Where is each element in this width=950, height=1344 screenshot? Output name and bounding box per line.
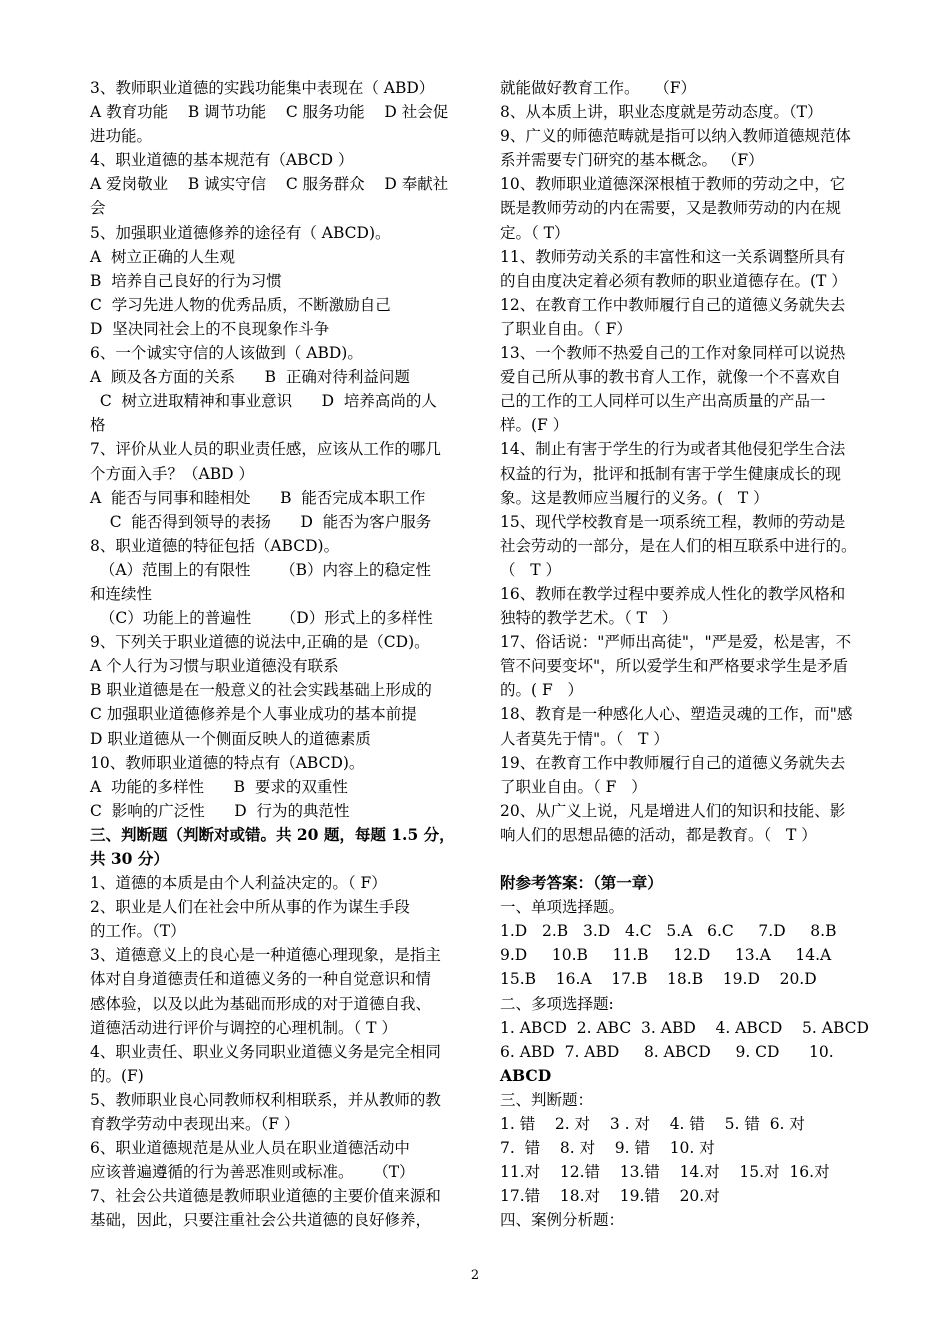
text-line: 1、道德的本质是由个人利益决定的。（ F）	[90, 874, 387, 893]
text-line: 了职业自由。（ F ）	[500, 777, 647, 796]
text-line: 19、在教育工作中教师履行自己的道德义务就失去	[500, 753, 846, 772]
text-line: 12、在教育工作中教师履行自己的道德义务就失去	[500, 295, 846, 314]
text-line: 15、现代学校教育是一项系统工程，教师的劳动是	[500, 512, 846, 531]
text-line: 3、教师职业道德的实践功能集中表现在（ ABD）	[90, 79, 435, 97]
text-line: 17、俗话说："严师出高徒"，"严是爱，松是害，不	[500, 633, 852, 652]
text-line: C 学习先进人物的优秀品质，不断激励自己	[90, 295, 391, 314]
text-line: 附参考答案：（第一章）	[500, 873, 663, 893]
text-line: ABCD	[500, 1065, 552, 1085]
text-line: 独特的教学艺术。（ T ）	[500, 609, 678, 628]
text-line: 管不问要变坏"，所以爱学生和严格要求学生是矛盾	[500, 657, 849, 676]
text-line: 基础，因此，只要注重社会公共道德的良好修养，	[90, 1211, 432, 1230]
text-line: 的工作。（T）	[90, 922, 186, 941]
text-line: D 职业道德从一个侧面反映人的道德素质	[90, 729, 371, 748]
text-line: 7. 错 8. 对 9. 错 10. 对	[500, 1139, 715, 1158]
text-line: 6. ABD 7. ABD 8. ABCD 9. CD 10.	[500, 1042, 834, 1061]
text-line: 9、广义的师德范畴就是指可以纳入教师道德规范体	[500, 127, 851, 146]
text-line: 1. 错 2. 对 3 . 对 4. 错 5. 错 6. 对	[500, 1115, 805, 1134]
text-line: 一、单项选择题。	[500, 898, 625, 917]
text-line: 系并需要专门研究的基本概念。 （F）	[500, 151, 764, 170]
text-line: 10、教师职业道德的特点有（ABCD)。	[90, 753, 365, 772]
text-line: 的。( F ）	[500, 681, 584, 700]
text-line: （C）功能上的普遍性 （D）形式上的多样性	[90, 609, 433, 628]
left-column	[90, 76, 470, 1233]
text-line: 会	[90, 199, 106, 218]
text-line: 既是教师劳动的内在需要，又是教师劳动的内在规	[500, 199, 842, 218]
text-line: 17.错 18.对 19.错 20.对	[500, 1187, 720, 1206]
text-line: 象。这是教师应当履行的义务。( T ）	[500, 488, 769, 507]
text-line: 二、多项选择题:	[500, 994, 614, 1013]
text-line: 9.D 10.B 11.B 12.D 13.A 14.A	[500, 946, 832, 965]
text-line: 了职业自由。（ F）	[500, 319, 632, 338]
text-line: 9、下列关于职业道德的说法中,正确的是（CD)。	[90, 633, 430, 652]
text-line: 样。(F ）	[500, 416, 569, 435]
text-line: 13、一个教师不热爱自己的工作对象同样可以说热	[500, 344, 846, 363]
right-column	[500, 76, 885, 1233]
text-line: 14、制止有害于学生的行为或者其他侵犯学生合法	[500, 440, 846, 459]
text-line: 7、社会公共道德是教师职业道德的主要价值来源和	[90, 1187, 441, 1206]
text-line: 应该普遍遵循的行为善恶准则或标准。 （T）	[90, 1163, 415, 1182]
text-line: 8、职业道德的特征包括（ABCD)。	[90, 536, 340, 555]
text-line: 11、教师劳动关系的丰富性和这一关系调整所具有	[500, 247, 846, 266]
text-line: C 树立进取精神和事业意识 D 培养高尚的人	[90, 392, 437, 411]
text-line: 三、判断题：	[500, 1090, 594, 1109]
text-line: 6、一个诚实守信的人该做到（ ABD)。	[90, 344, 363, 363]
text-line: 的自由度决定着必须有教师的职业道德存在。(T ）	[500, 271, 847, 290]
text-line: 育教学劳动中表现出来。（F ）	[90, 1115, 300, 1134]
text-line: D 坚决同社会上的不良现象作斗争	[90, 319, 330, 338]
text-line: 权益的行为，批评和抵制有害于学生健康成长的现	[500, 464, 842, 483]
text-line: 7、评价从业人员的职业责任感，应该从工作的哪几	[90, 440, 441, 459]
text-line: 18、教育是一种感化人心、塑造灵魂的工作，而"感	[500, 705, 853, 724]
text-line: B 职业道德是在一般意义的社会实践基础上形成的	[90, 681, 432, 700]
text-line: 2、职业是人们在社会中所从事的作为谋生手段	[90, 898, 410, 917]
text-line: 就能做好教育工作。 （F）	[500, 79, 697, 97]
text-line: C 影响的广泛性 D 行为的典范性	[90, 801, 350, 820]
text-line: 11.对 12.错 13.错 14.对 15.对 16.对	[500, 1163, 830, 1182]
text-line: 3、道德意义上的良心是一种道德心理现象，是指主	[90, 946, 441, 965]
text-line: 感体验，以及以此为基础而形成的对于道德自我、	[90, 994, 432, 1013]
text-line: A 个人行为习惯与职业道德没有联系	[90, 657, 339, 676]
text-line: 四、案例分析题：	[500, 1211, 625, 1230]
text-line: （A）范围上的有限性 （B）内容上的稳定性	[90, 560, 432, 579]
text-line: 进功能。	[90, 127, 153, 146]
text-line: 和连续性	[90, 584, 153, 603]
text-line	[500, 847, 885, 871]
text-line: A 功能的多样性 B 要求的双重性	[90, 777, 348, 796]
text-line: 8、从本质上讲，职业态度就是劳动态度。（T）	[500, 103, 823, 122]
text-line: 共 30 分）	[90, 849, 169, 868]
text-line: B 培养自己良好的行为习惯	[90, 271, 282, 290]
text-line: 4、职业责任、职业义务同职业道德义务是完全相同	[90, 1042, 441, 1061]
text-line: 10、教师职业道德深深根植于教师的劳动之中，它	[500, 175, 846, 194]
text-line: 响人们的思想品德的活动，都是教育。（ T ）	[500, 825, 817, 844]
text-line: 6、职业道德规范是从业人员在职业道德活动中	[90, 1139, 410, 1158]
text-line: 5、加强职业道德修养的途径有（ ABCD)。	[90, 223, 391, 242]
text-line: C 能否得到领导的表扬 D 能否为客户服务	[90, 512, 432, 531]
text-line: 15.B 16.A 17.B 18.B 19.D 20.D	[500, 970, 817, 989]
text-line: 1.D 2.B 3.D 4.C 5.A 6.C 7.D 8.B	[500, 922, 837, 941]
text-line: C 加强职业道德修养是个人事业成功的基本前提	[90, 705, 417, 724]
text-line: 5、教师职业良心同教师权利相联系，并从教师的教	[90, 1090, 441, 1109]
text-line: 16、教师在教学过程中要养成人性化的教学风格和	[500, 584, 846, 603]
text-line: 4、职业道德的基本规范有（ABCD ）	[90, 151, 354, 170]
text-line: 1. ABCD 2. ABC 3. ABD 4. ABCD 5. ABCD	[500, 1018, 869, 1037]
text-line: （ T ）	[500, 560, 562, 579]
text-line: 体对自身道德责任和道德义务的一种自觉意识和情	[90, 970, 432, 989]
text-line: A 爱岗敬业 B 诚实守信 C 服务群众 D 奉献社	[90, 175, 449, 194]
text-line: 定。（ T）	[500, 223, 570, 242]
text-line: 的。(F)	[90, 1066, 144, 1085]
text-line: 人者莫先于情"。（ T ）	[500, 729, 669, 748]
page-number: 2	[470, 1268, 480, 1283]
text-line: 道德活动进行评价与调控的心理机制。（ T ）	[90, 1018, 397, 1037]
text-line: 格	[90, 416, 106, 435]
text-line: 20、从广义上说，凡是增进人们的知识和技能、影	[500, 801, 846, 820]
text-line: A 能否与同事和睦相处 B 能否完成本职工作	[90, 488, 426, 507]
text-line: 己的工作的工人同样可以生产出高质量的产品一	[500, 392, 826, 411]
text-line: A 教育功能 B 调节功能 C 服务功能 D 社会促	[90, 103, 449, 122]
text-line: 爱自己所从事的教书育人工作，就像一个不喜欢自	[500, 368, 842, 387]
text-line: 个方面入手？（ABD ）	[90, 464, 254, 483]
text-line: A 树立正确的人生观	[90, 247, 236, 266]
text-line: A 顾及各方面的关系 B 正确对待利益问题	[90, 368, 410, 387]
text-line: 社会劳动的一部分，是在人们的相互联系中进行的。	[500, 536, 857, 555]
text-line: 三、判断题（判断对或错。共 20 题，每题 1.5 分，	[90, 824, 455, 844]
